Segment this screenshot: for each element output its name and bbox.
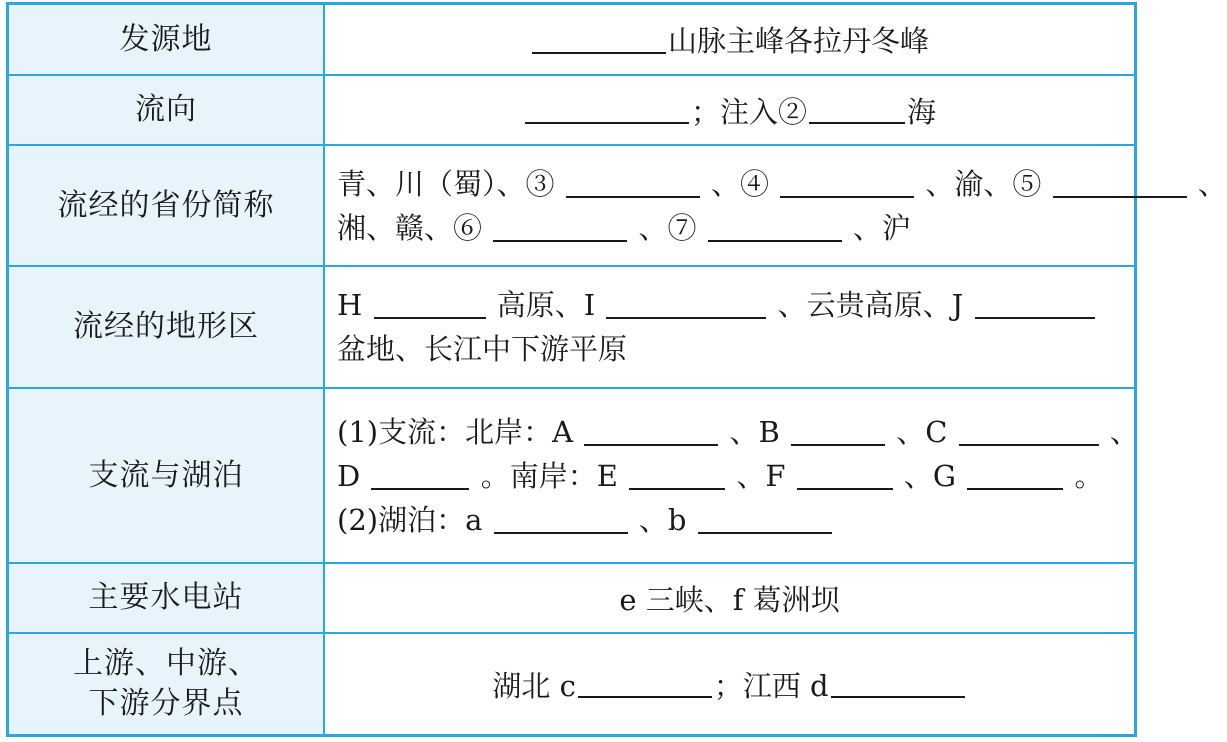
blank-flow-sea[interactable] xyxy=(809,96,905,124)
geography-fill-in-table xyxy=(6,2,1227,737)
text-trib-1b: 、B xyxy=(729,414,780,449)
content-tributaries xyxy=(325,389,1139,562)
label-flow: 流向 xyxy=(9,76,323,144)
text-terrain-2a: 盆地、长江中下游平原 xyxy=(337,332,628,366)
blank-terrain-j[interactable] xyxy=(975,291,1095,319)
text-terrain-1b: 高原、I xyxy=(496,288,596,322)
blank-lake-b[interactable] xyxy=(698,506,832,534)
label-terrain: 流经的地形区 xyxy=(9,267,323,387)
text-trib-1c: 、C xyxy=(896,414,948,449)
tributaries-line-2 xyxy=(337,454,1134,498)
label-boundary xyxy=(9,634,323,734)
row-source xyxy=(9,5,1134,74)
row-flow xyxy=(9,74,1134,144)
text-trib-1a: (1)支流：北岸：A xyxy=(337,414,574,449)
label-hydro: 主要水电站 xyxy=(9,564,323,632)
content-flow xyxy=(325,76,1134,144)
text-trib-2e: 。 xyxy=(1074,458,1104,493)
blank-trib-b[interactable] xyxy=(791,418,885,446)
label-tributaries: 支流与湖泊 xyxy=(9,389,323,562)
text-trib-2b: 。南岸：E xyxy=(480,458,618,493)
label-provinces: 流经的省份简称 xyxy=(9,146,323,265)
text-boundary-jiangxi: ；江西 d xyxy=(713,668,829,703)
blank-source-mountain[interactable] xyxy=(532,26,666,54)
blank-boundary-c[interactable] xyxy=(578,670,712,698)
text-provinces-1b: 、④ xyxy=(710,166,769,201)
text-provinces-2b: 、⑦ xyxy=(638,210,697,245)
blank-trib-a[interactable] xyxy=(584,418,718,446)
text-flow-sea: 海 xyxy=(907,94,937,129)
row-tributaries xyxy=(9,387,1139,562)
tributaries-line-1 xyxy=(337,410,1139,454)
label-boundary-line-1: 上游、中游、 xyxy=(73,646,259,681)
blank-flow-direction[interactable] xyxy=(525,96,689,124)
text-hydro: e 三峡、f 葛洲坝 xyxy=(619,582,840,617)
row-boundary xyxy=(9,632,1134,734)
row-hydro xyxy=(9,562,1134,632)
text-provinces-1d: 、 xyxy=(1197,166,1227,201)
label-source: 发源地 xyxy=(9,5,323,74)
content-boundary xyxy=(325,634,1134,734)
blank-province-4[interactable] xyxy=(780,170,914,198)
text-trib-2a: D xyxy=(337,458,361,493)
content-hydro xyxy=(325,564,1134,632)
blank-province-7[interactable] xyxy=(708,214,842,242)
text-terrain-1c: 、云贵高原、J xyxy=(777,288,964,322)
content-terrain xyxy=(325,267,1134,387)
text-trib-3b: 、b xyxy=(638,502,687,537)
blank-trib-g[interactable] xyxy=(967,462,1063,490)
blank-trib-e[interactable] xyxy=(629,462,725,490)
text-source-peak: 山脉主峰各拉丹冬峰 xyxy=(667,24,929,58)
content-source xyxy=(325,5,1134,74)
blank-terrain-i[interactable] xyxy=(606,291,766,319)
provinces-line-1 xyxy=(337,162,1227,206)
blank-province-6[interactable] xyxy=(493,214,627,242)
label-boundary-line-2: 下游分界点 xyxy=(88,686,244,721)
blank-trib-f[interactable] xyxy=(797,462,893,490)
blank-trib-c[interactable] xyxy=(959,418,1099,446)
text-flow-into: ；注入② xyxy=(690,94,807,129)
blank-terrain-h[interactable] xyxy=(374,291,486,319)
blank-province-5[interactable] xyxy=(1053,170,1187,198)
text-provinces-1a: 青、川（蜀）、③ xyxy=(337,166,555,201)
provinces-line-2 xyxy=(337,206,1134,250)
text-terrain-1a: H xyxy=(337,288,363,322)
content-provinces xyxy=(325,146,1227,265)
text-boundary-hubei: 湖北 c xyxy=(492,668,576,703)
terrain-line-1 xyxy=(337,283,1134,327)
blank-lake-a[interactable] xyxy=(494,506,628,534)
text-provinces-2c: 、沪 xyxy=(852,210,911,245)
blank-trib-d[interactable] xyxy=(371,462,469,490)
text-trib-2d: 、G xyxy=(903,458,957,493)
text-provinces-1c: 、渝、⑤ xyxy=(925,166,1042,201)
tributaries-line-3 xyxy=(337,498,1134,542)
text-trib-1d: 、 xyxy=(1109,414,1139,449)
text-trib-2c: 、F xyxy=(736,458,786,493)
row-terrain xyxy=(9,265,1134,387)
terrain-line-2 xyxy=(337,327,1134,371)
text-provinces-2a: 湘、赣、⑥ xyxy=(337,210,483,245)
blank-province-3[interactable] xyxy=(566,170,700,198)
row-provinces xyxy=(9,144,1227,265)
blank-boundary-d[interactable] xyxy=(831,670,965,698)
text-trib-3a: (2)湖泊：a xyxy=(337,502,483,537)
